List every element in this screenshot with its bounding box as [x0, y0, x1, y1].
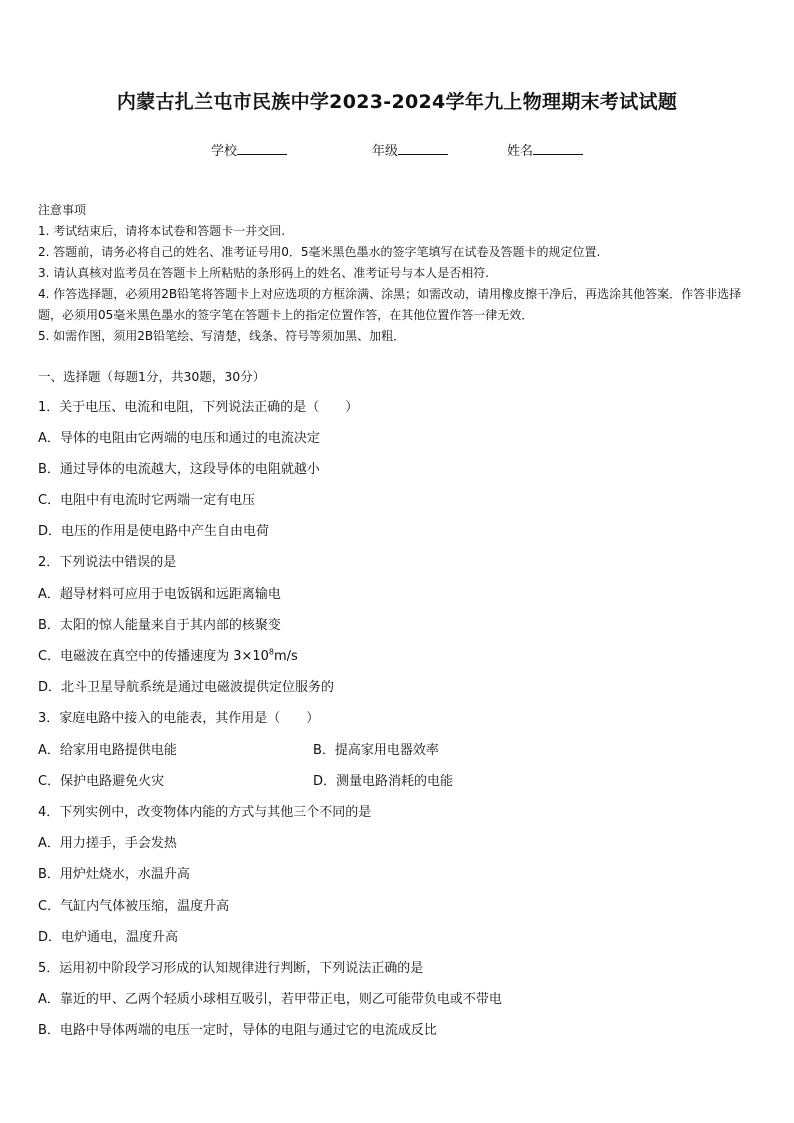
q1-option-b: B．通过导体的电流越大，这段导体的电阻就越小	[38, 462, 320, 477]
q3-stem: 3．家庭电路中接入的电能表，其作用是（ ）	[38, 711, 320, 726]
q4-option-c: C．气缸内气体被压缩，温度升高	[38, 899, 230, 914]
q1-option-d: D．电压的作用是使电路中产生自由电荷	[38, 524, 270, 539]
q4-option-a: A．用力搓手，手会发热	[38, 836, 177, 851]
q2-option-a: A．超导材料可应用于电饭锅和远距离输电	[38, 587, 281, 602]
name-field	[507, 140, 583, 159]
q2-option-d: D．北斗卫星导航系统是通过电磁波提供定位服务的	[38, 680, 335, 695]
grade-blank	[398, 142, 448, 155]
q1-option-c: C．电阻中有电流时它两端一定有电压	[38, 493, 256, 508]
q4-stem: 4．下列实例中，改变物体内能的方式与其他三个不同的是	[38, 805, 372, 820]
q5-stem: 5．运用初中阶段学习形成的认知规律进行判断，下列说法正确的是	[38, 961, 424, 976]
notice-block	[38, 200, 760, 347]
q1-stem: 1．关于电压、电流和电阻，下列说法正确的是（ ）	[38, 400, 359, 415]
notice-item-3: 3. 请认真核对监考员在答题卡上所粘贴的条形码上的姓名、准考证号与本人是否相符.	[38, 266, 490, 280]
school-label: 学校	[211, 144, 238, 159]
school-blank	[237, 142, 287, 155]
q2-option-c-unit: m/s	[274, 649, 298, 664]
q4-option-d: D．电炉通电，温度升高	[38, 930, 179, 945]
grade-label: 年级	[372, 144, 399, 159]
q3-option-b: B．提高家用电器效率	[313, 743, 439, 758]
notice-item-5: 5. 如需作图，须用2B铅笔绘、写清楚，线条、符号等须加黑、加粗．	[38, 329, 406, 343]
q2-option-c-exponent: 8	[268, 647, 275, 657]
q2-option-c-text: C．电磁波在真空中的传播速度为 3×10	[38, 649, 269, 664]
notice-item-2: 2. 答题前，请务必将自己的姓名、准考证号用0．5毫米黑色墨水的签字笔填写在试卷及答题卡的规定位置.	[38, 245, 601, 259]
name-label: 姓名	[507, 144, 534, 159]
q2-option-b: B．太阳的惊人能量来自于其内部的核聚变	[38, 618, 281, 633]
notice-heading: 注意事项	[38, 203, 87, 217]
q3-option-c: C．保护电路避免火灾	[38, 774, 165, 789]
grade-field	[372, 140, 448, 159]
school-field	[211, 140, 287, 159]
section-heading: 一、选择题（每题1分，共30题，30分）	[38, 369, 266, 384]
q5-option-a: A．靠近的甲、乙两个轻质小球相互吸引，若甲带正电，则乙可能带负电或不带电	[38, 992, 502, 1007]
q5-option-b: B．电路中导体两端的电压一定时，导体的电阻与通过它的电流成反比	[38, 1023, 437, 1038]
q1-option-a: A．导体的电阻由它两端的电压和通过的电流决定	[38, 431, 320, 446]
q3-option-a: A．给家用电路提供电能	[38, 743, 177, 758]
q3-option-d: D．测量电路消耗的电能	[313, 774, 454, 789]
q2-stem: 2．下列说法中错误的是	[38, 555, 177, 570]
name-blank	[533, 142, 583, 155]
q2-option-c	[38, 645, 298, 664]
q4-option-b: B．用炉灶烧水，水温升高	[38, 867, 190, 882]
notice-item-4: 4. 作答选择题，必须用2B铅笔将答题卡上对应选项的方框涂满、涂黑；如需改动，请用橡皮擦干净后，再选涂其他答案．作答非选择题，必须用05毫米黑色墨水的签字笔在答题卡上的指定位置作答，在其他位置作答一律无效．	[38, 287, 742, 322]
exam-title: 内蒙古扎兰屯市民族中学2023-2024学年九上物理期末考试试题	[116, 91, 678, 113]
notice-item-1: 1. 考试结束后，请将本试卷和答题卡一并交回.	[38, 224, 286, 238]
